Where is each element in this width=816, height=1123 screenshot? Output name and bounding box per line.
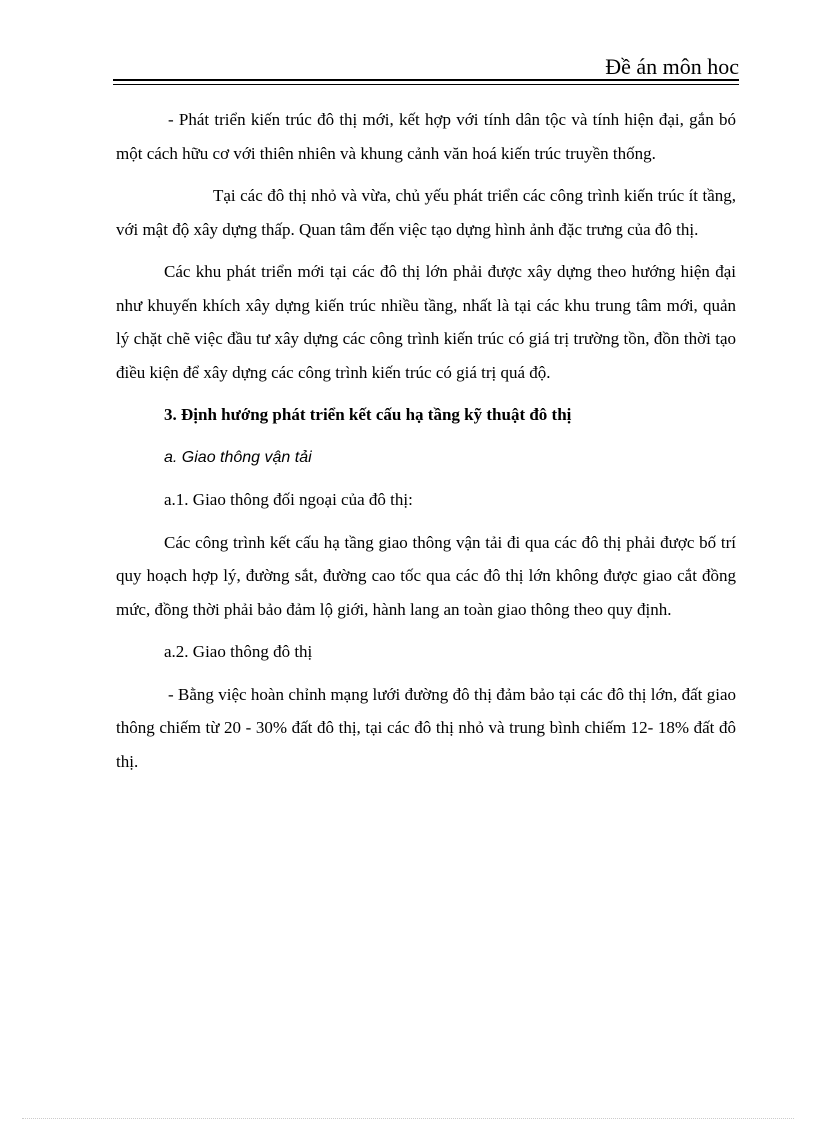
- subsection-heading-external-transport: a.1. Giao thông đối ngoại của đô thị:: [164, 490, 413, 509]
- paragraph-transport-works: Các công trình kết cấu hạ tầng giao thông vận tải đi qua các đô thị phải được bố trí quy hoạch hợp lý, đường sắt, đường cao tốc qua các đô thị lớn không được giao cắt đồng mức, đồng thời phải bảo đảm lộ giới, hành lang an toàn giao thông theo quy định.: [116, 532, 736, 619]
- paragraph-small-cities: Tại các đô thị nhỏ và vừa, chủ yếu phát triển các công trình kiến trúc ít tầng, với mật độ xây dựng thấp. Quan tâm đến việc tạo dựng hình ảnh đặc trưng của đô thị.: [116, 186, 736, 239]
- page-header-title: Đề án môn hoc: [605, 54, 739, 79]
- page-bottom-border: [22, 1118, 794, 1119]
- paragraph-road-network: - Bằng việc hoàn chỉnh mạng lưới đường đô thị đảm bảo tại các đô thị lớn, đất giao thông chiếm từ 20 - 30% đất đô thị, tại các đô thị nhỏ và trung bình chiếm 12- 18% đất đô thị.: [116, 684, 736, 771]
- section-heading-infrastructure: 3. Định hướng phát triển kết cấu hạ tầng kỹ thuật đô thị: [164, 405, 572, 424]
- header-rule-thick: [113, 79, 739, 81]
- header-rule-thin: [113, 84, 739, 85]
- subsection-heading-transport: a. Giao thông vận tải: [164, 448, 312, 466]
- paragraph-architecture-development: - Phát triển kiến trúc đô thị mới, kết hợp với tính dân tộc và tính hiện đại, gắn bó một cách hữu cơ với thiên nhiên và khung cảnh văn hoá kiến trúc truyền thống.: [116, 110, 736, 163]
- paragraph-large-cities: Các khu phát triển mới tại các đô thị lớn phải được xây dựng theo hướng hiện đại như khuyến khích xây dựng kiến trúc nhiều tầng, nhất là tại các khu trung tâm mới, quản lý chặt chẽ việc đầu tư xây dựng các công trình kiến trúc có giá trị trường tồn, đồn thời tạo điều kiện để xây dựng các công trình kiến trúc có giá trị quá độ.: [116, 262, 736, 382]
- document-body: [116, 103, 736, 787]
- subsection-heading-urban-transport: a.2. Giao thông đô thị: [164, 642, 313, 661]
